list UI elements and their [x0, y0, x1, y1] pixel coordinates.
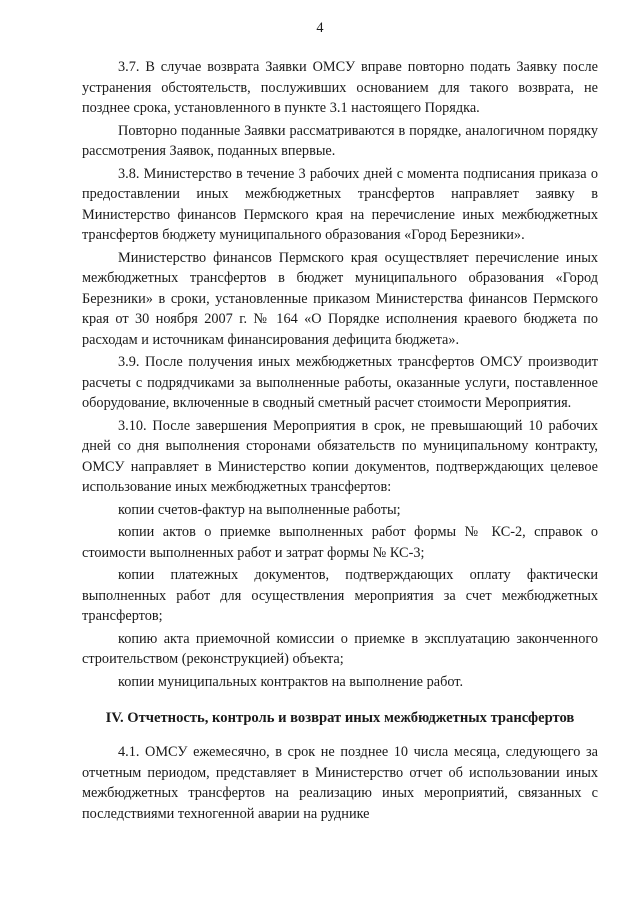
- list-item-invoices: копии счетов-фактур на выполненные работы;: [118, 501, 401, 518]
- list-item-ks2-acts: копии актов о приемке выполненных работ формы № КС-2, справок о стоимости выполненных работ и затрат формы № КС-3;: [82, 524, 598, 561]
- list-item-acceptance-act: копию акта приемочной комиссии о приемке в эксплуатацию законченного строительством (реконструкцией) объекта;: [82, 630, 598, 667]
- document-body: [82, 57, 598, 824]
- paragraph-resubmitted-applications: Повторно поданные Заявки рассматриваются в порядке, аналогичном порядку рассмотрения Заявок, поданных впервые.: [82, 122, 598, 159]
- paragraph-finance-ministry-transfer: Министерство финансов Пермского края осуществляет перечисление иных межбюджетных трансфертов в бюджет муниципального образования «Город Березники» в сроки, установленные приказом Министерства финансов Пермского края от 30 ноября 2007 г. № 164 «О Порядке исполнения краевого бюджета по расходам и источникам финансирования дефицита бюджета».: [82, 249, 598, 348]
- paragraph-4-1: 4.1. ОМСУ ежемесячно, в срок не позднее 10 числа месяца, следующего за отчетным периодом, представляет в Министерство отчет об использовании иных межбюджетных трансфертов на реализацию иных мероприятий, связанных с последствиями техногенной аварии на руднике: [82, 744, 598, 822]
- paragraph-3-8: 3.8. Министерство в течение 3 рабочих дней с момента подписания приказа о предоставлении иных межбюджетных трансфертов направляет заявку в Министерство финансов Пермского края на перечисление иных межбюджетных трансфертов бюджету муниципального образования «Город Березники».: [82, 165, 598, 243]
- paragraph-3-9: 3.9. После получения иных межбюджетных трансфертов ОМСУ производит расчеты с подрядчиками за выполненные работы, оказанные услуги, поставленное оборудование, включенные в сводный сметный расчет стоимости Мероприятия.: [82, 354, 598, 411]
- list-item-payment-documents: копии платежных документов, подтверждающих оплату фактически выполненных работ для осуществления мероприятия за счет межбюджетных трансфертов;: [82, 567, 598, 624]
- paragraph-3-10: 3.10. После завершения Мероприятия в срок, не превышающий 10 рабочих дней со дня выполнения сторонами обязательств по муниципальному контракту, ОМСУ направляет в Министерство копии документов, подтверждающих целевое использование иных межбюджетных трансфертов:: [82, 417, 598, 495]
- section-heading: IV. Отчетность, контроль и возврат иных межбюджетных трансфертов: [105, 710, 575, 726]
- paragraph-3-7: 3.7. В случае возврата Заявки ОМСУ вправе повторно подать Заявку после устранения обстоятельств, послуживших основанием для такого возврата, не позднее срока, установленного в пункте 3.1 настоящего Порядка.: [82, 59, 598, 116]
- list-item-municipal-contracts: копии муниципальных контрактов на выполнение работ.: [118, 673, 464, 690]
- page-number: 4: [316, 20, 324, 36]
